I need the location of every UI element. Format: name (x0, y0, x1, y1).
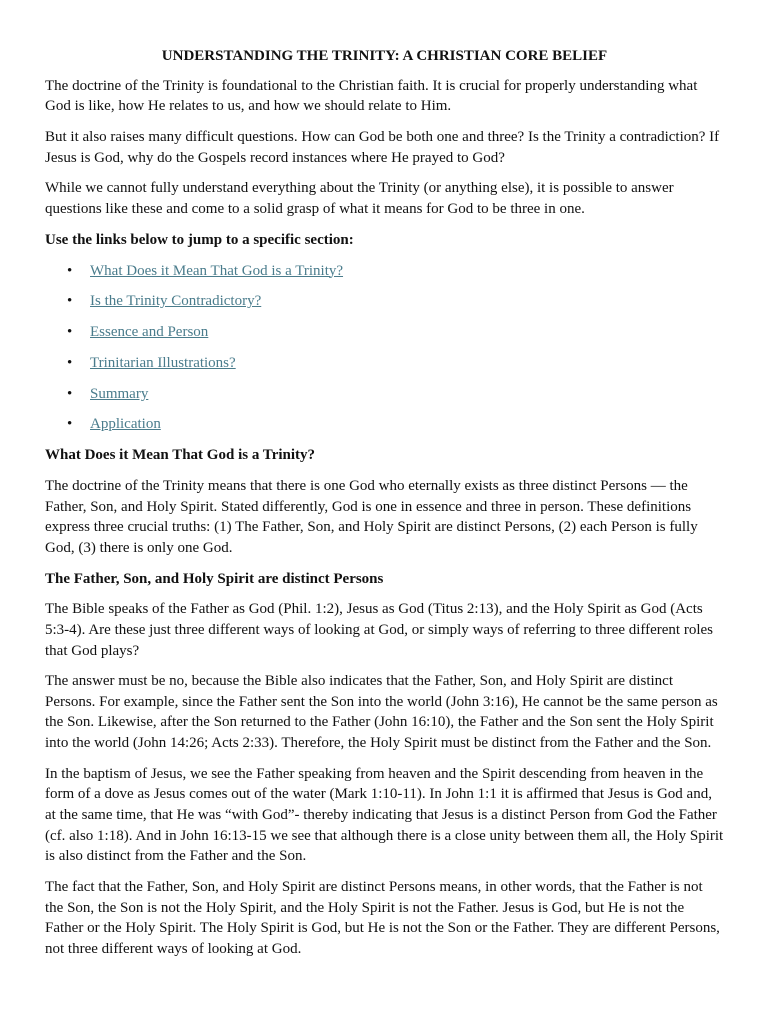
toc-item (67, 384, 724, 405)
section-heading: What Does it Mean That God is a Trinity? (45, 447, 316, 464)
bullet-icon: • (67, 354, 73, 371)
intro-paragraph: While we cannot fully understand everything about the Trinity (or anything else), it is possible to answer questions like these and come to a solid grasp of what it means for God to be three in one. (45, 180, 674, 217)
toc-link-application[interactable]: Application (90, 416, 161, 433)
toc-link-summary[interactable]: Summary (90, 385, 149, 402)
toc-item (67, 414, 724, 435)
section-paragraph: The doctrine of the Trinity means that there is one God who eternally exists as three distinct Persons — the Father, Son, and Holy Spirit. Stated differently, God is one in essence and three in person. These definitions express three crucial truths: (1) The Father, Son, and Holy Spirit are distinct Persons, (2) each Person is fully God, (3) there is only one God. (45, 477, 698, 556)
toc-item (67, 353, 724, 374)
section-paragraph: The fact that the Father, Son, and Holy Spirit are distinct Persons means, in other words, that the Father is not the Son, the Son is not the Holy Spirit, and the Holy Spirit is not the Father. Jesus is God, but He is not the Father or the Holy Spirit. The Holy Spirit is God, but He is not the Son or the Father. They are different Persons, not three different ways of looking at God. (45, 879, 720, 957)
section-heading: The Father, Son, and Holy Spirit are distinct Persons (45, 570, 384, 587)
bullet-icon: • (67, 293, 73, 310)
toc-heading: Use the links below to jump to a specific section: (45, 231, 354, 248)
toc-list (45, 261, 724, 436)
bullet-icon: • (67, 324, 73, 341)
section-paragraph: In the baptism of Jesus, we see the Father speaking from heaven and the Spirit descending from heaven in the form of a dove as Jesus comes out of the water (Mark 1:10-11). In John 1:1 it is affirmed that Jesus is God and, at the same time, that He was “with God”- thereby indicating that Jesus is a distinct Person from God the Father (cf. also 1:18). And in John 16:13-15 we see that although there is a close unity between them all, the Holy Spirit is also distinct from the Father and the Son. (45, 765, 724, 865)
bullet-icon: • (67, 416, 73, 433)
section-paragraph: The Bible speaks of the Father as God (Phil. 1:2), Jesus as God (Titus 2:13), and the Holy Spirit as God (Acts 5:3-4). Are these just three different ways of looking at God, or simply ways of referring to three different roles that God plays? (45, 601, 714, 659)
bullet-icon: • (67, 262, 73, 279)
toc-item (67, 261, 724, 282)
section-paragraph: The answer must be no, because the Bible also indicates that the Father, Son, and Holy Spirit are distinct Persons. For example, since the Father sent the Son into the world (John 3:16), He cannot be the same person as the Son. Likewise, after the Son returned to the Father (John 16:10), the Father and the Son sent the Holy Spirit into the world (John 14:26; Acts 2:33). Therefore, the Holy Spirit must be distinct from the Father and the Son. (45, 673, 718, 752)
toc-link-is-trinity-contradictory[interactable]: Is the Trinity Contradictory? (90, 293, 262, 310)
toc-item (67, 291, 724, 312)
intro-paragraph: The doctrine of the Trinity is foundational to the Christian faith. It is crucial for properly understanding what God is like, how He relates to us, and how we should relate to Him. (45, 77, 698, 115)
toc-link-essence-and-person[interactable]: Essence and Person (90, 324, 209, 341)
bullet-icon: • (67, 385, 73, 402)
document-title: UNDERSTANDING THE TRINITY: A CHRISTIAN CORE BELIEF (161, 48, 608, 64)
toc-link-trinitarian-illustrations[interactable]: Trinitarian Illustrations? (90, 354, 236, 371)
intro-paragraph: But it also raises many difficult questions. How can God be both one and three? Is the Trinity a contradiction? If Jesus is God, why do the Gospels record instances where He prayed to God? (45, 128, 720, 166)
toc-item (67, 322, 724, 343)
toc-link-what-does-it-mean[interactable]: What Does it Mean That God is a Trinity? (90, 262, 344, 279)
